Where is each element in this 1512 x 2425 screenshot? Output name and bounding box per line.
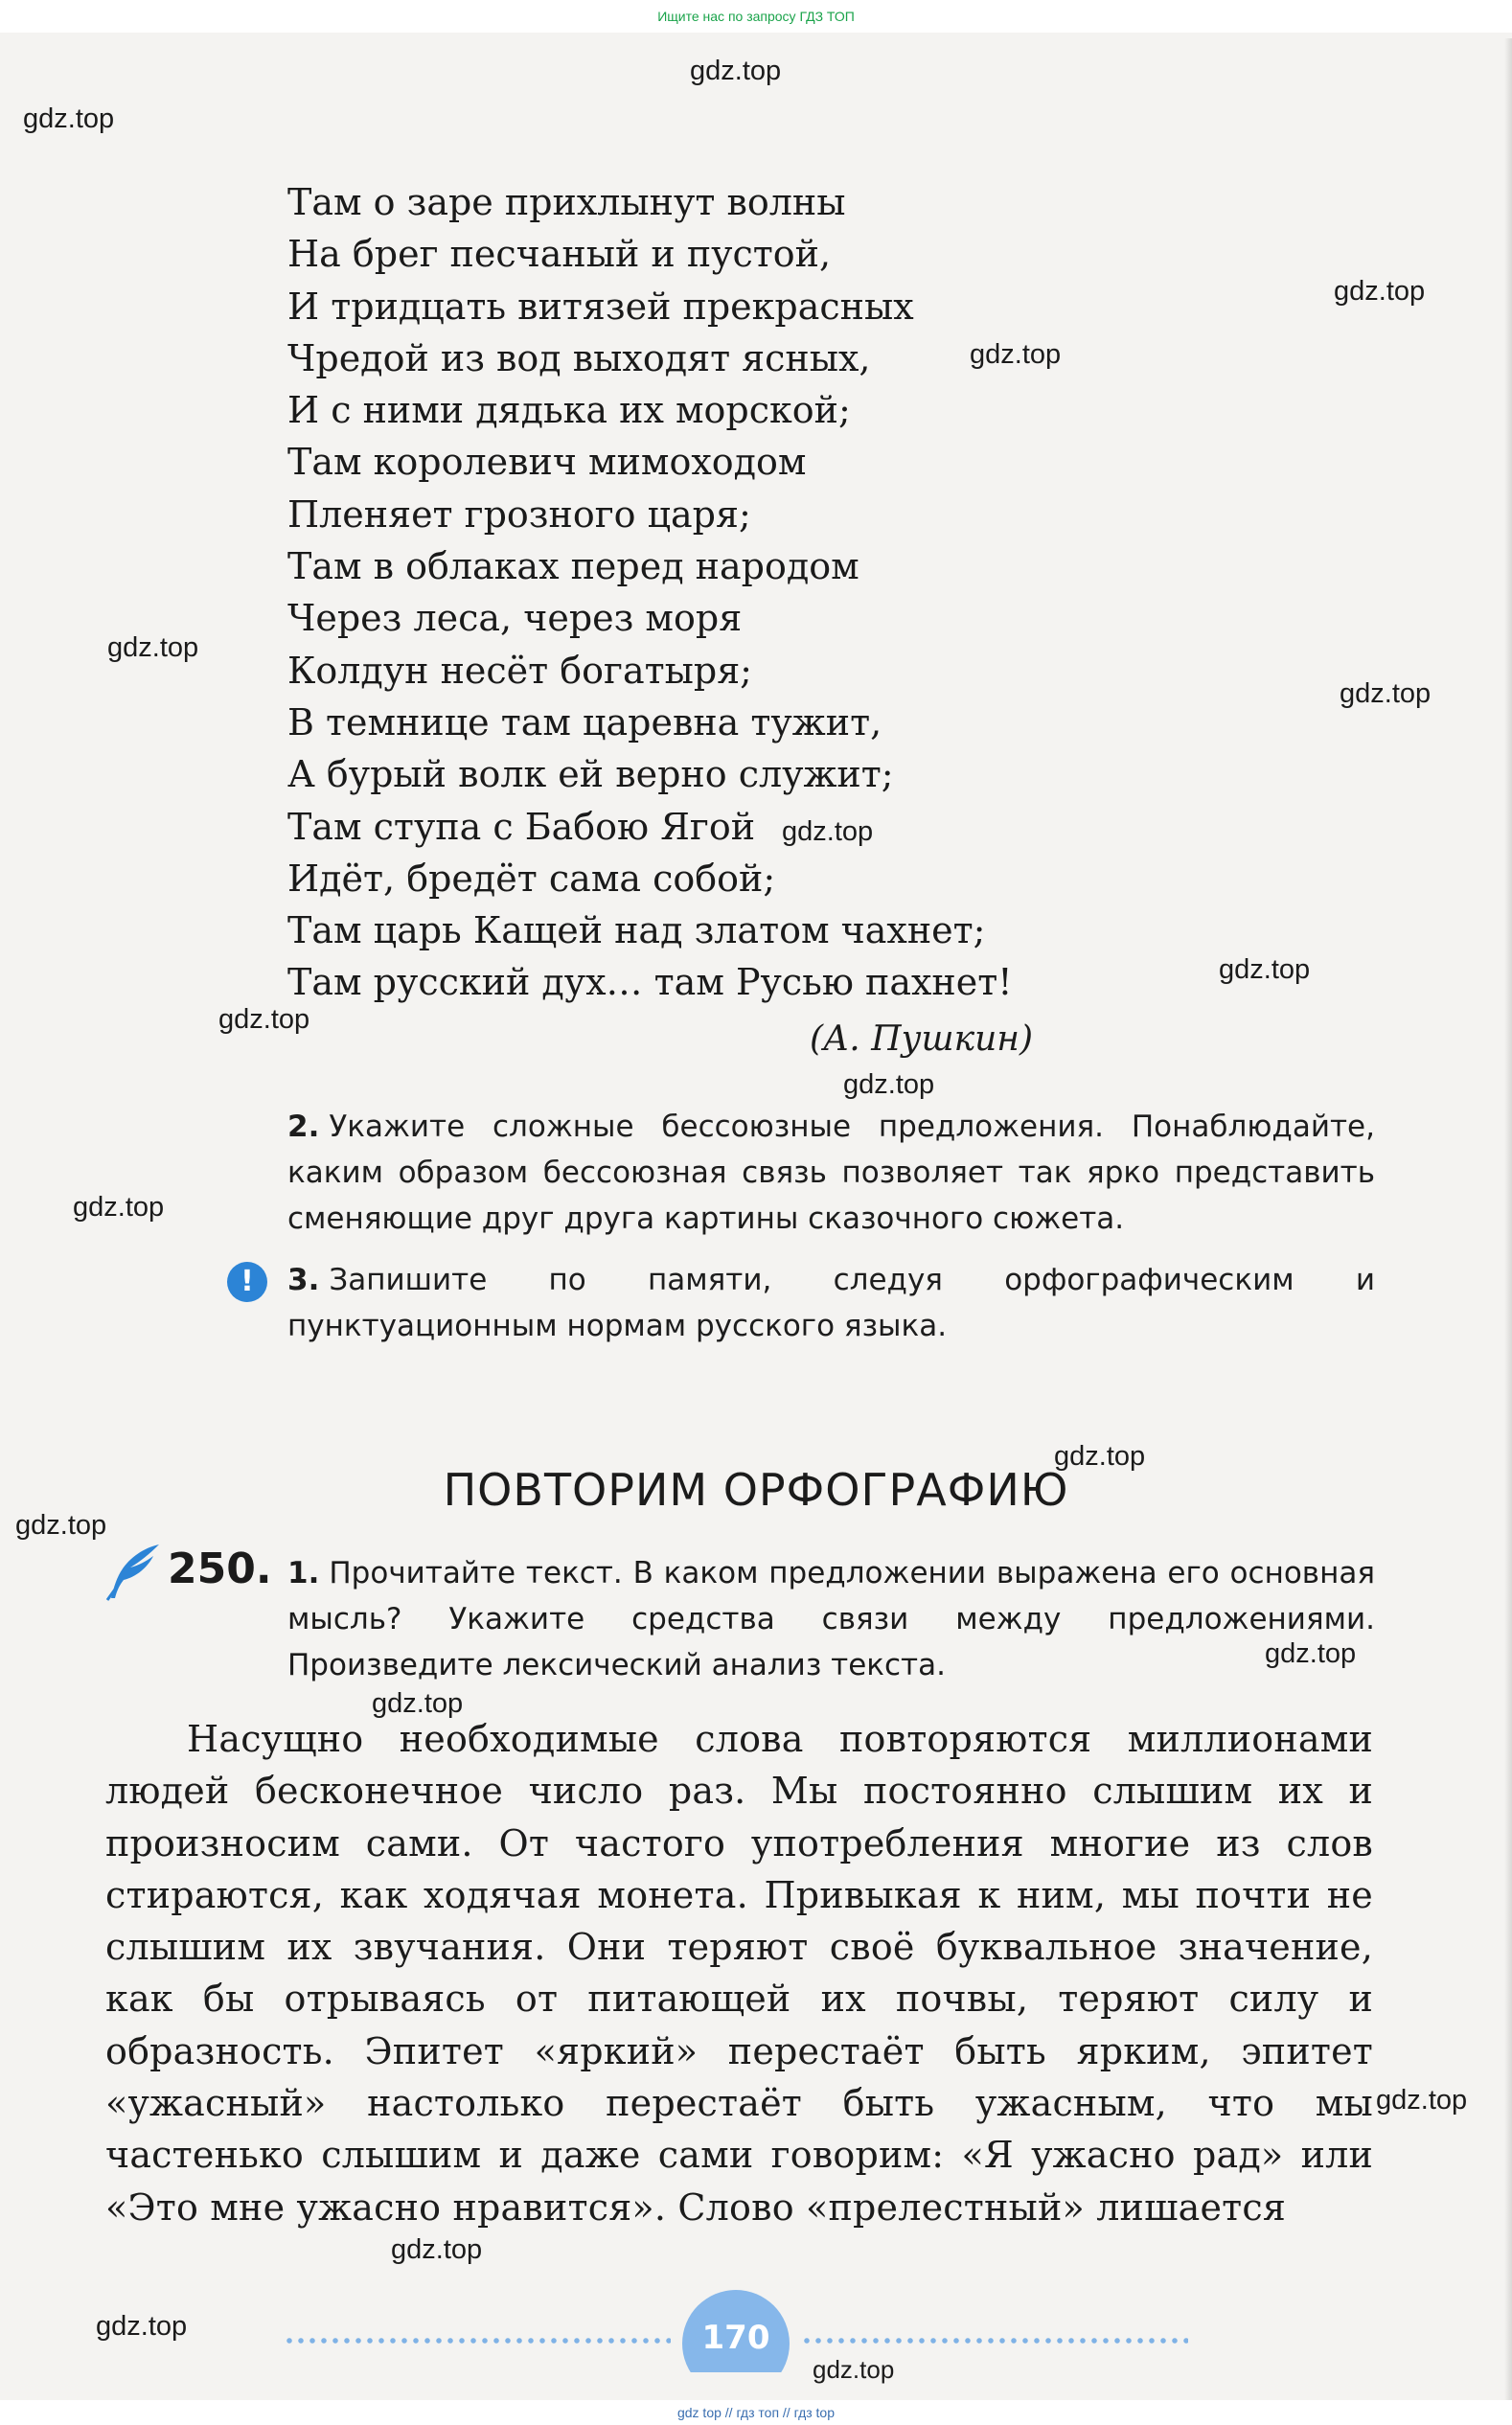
task-3 <box>287 1257 1375 1349</box>
watermark: gdz.top <box>23 103 115 134</box>
poem-line: Там в облаках перед народом <box>287 545 859 588</box>
watermark: gdz.top <box>1265 1638 1357 1669</box>
exercise-text: Насущно необходимые слова повторяются миллионами людей бесконечное число раз. Мы постоянно слышим их и произносим сами. От частого употребления многие из слов стираются, как ходячая монета. Привыкая к ним, мы почти не слышим их звучания. Они теряют своё буквальное значение, как бы отрываясь от питающей их почвы, теряют силу и образность. Эпитет «яркий» перестаёт быть ярким, эпитет «ужасный» настолько перестаёт быть ужасным, что мы частенько слышим и даже сами говорим: «Я ужасно рад» или «Это мне ужасно нравится». Слово «прелестный» лишается <box>105 1718 1373 2229</box>
task-number: 2. <box>287 1110 320 1144</box>
poem-line: В темнице там царевна тужит, <box>287 700 882 744</box>
footer-dotted-line-left <box>284 2338 671 2344</box>
watermark: gdz.top <box>813 2355 895 2384</box>
watermark: gdz.top <box>107 632 199 663</box>
poem-line: Идёт, бредёт сама собой; <box>287 857 776 900</box>
top-banner[interactable]: Ищите нас по запросу ГДЗ ТОП <box>0 0 1512 33</box>
poem-line: Там о заре прихлынут волны <box>287 181 846 223</box>
poem-line: Там русский дух… там Русью пахнет! <box>287 961 1013 1004</box>
watermark: gdz.top <box>391 2234 483 2265</box>
poem-line: На брег песчаный и пустой, <box>287 233 832 276</box>
poem <box>287 176 1265 1009</box>
watermark: gdz.top <box>15 1510 107 1541</box>
poem-author: (А. Пушкин) <box>810 1019 1034 1059</box>
watermark: gdz.top <box>96 2311 188 2342</box>
watermark: gdz.top <box>1334 276 1426 307</box>
poem-line: Там царь Кащей над златом чахнет; <box>287 909 986 952</box>
task-number: 3. <box>287 1263 320 1297</box>
watermark: gdz.top <box>73 1192 165 1223</box>
poem-line: Там королевич мимоходом <box>287 441 807 484</box>
page-number-badge: 170 <box>682 2290 790 2397</box>
watermark: gdz.top <box>970 339 1062 370</box>
page-edge-shadow <box>1504 38 1512 2405</box>
watermark: gdz.top <box>372 1688 464 1719</box>
task-text: Запишите по памяти, следуя орфографическим и пунктуационным нормам русского языка. <box>287 1263 1375 1343</box>
poem-line: Колдун несёт богатыря; <box>287 649 752 692</box>
task-2 <box>287 1104 1375 1242</box>
task-text: Укажите сложные бессоюзные предложения. Понаблюдайте, каким образом бессоюзная связь позволяет так ярко представить сменяющие друг друга картины сказочного сюжета. <box>287 1110 1375 1236</box>
attention-icon: ! <box>227 1262 267 1302</box>
watermark: gdz.top <box>1219 954 1311 985</box>
poem-line: Через леса, через моря <box>287 597 743 640</box>
poem-line: А бурый волк ей верно служит; <box>287 753 894 796</box>
page-badge-base <box>671 2372 805 2401</box>
exercise-number: 250. <box>168 1544 272 1593</box>
exercise-task <box>287 1550 1375 1688</box>
bottom-banner[interactable]: gdz top // гдз топ // гдз top <box>0 2400 1512 2425</box>
watermark: gdz.top <box>782 816 874 847</box>
poem-line: И тридцать витязей прекрасных <box>287 285 914 328</box>
watermark: gdz.top <box>690 56 782 86</box>
poem-line: Чредой из вод выходят ясных, <box>287 336 871 379</box>
footer-dotted-line-right <box>801 2338 1188 2344</box>
task-number: 1. <box>287 1556 320 1590</box>
poem-line: И с ними дядька их морской; <box>287 389 851 432</box>
watermark: gdz.top <box>1340 678 1432 709</box>
watermark: gdz.top <box>1376 2085 1468 2116</box>
quill-icon <box>103 1543 163 1602</box>
poem-line: Пленяет грозного царя; <box>287 492 751 536</box>
poem-line: Там ступа с Бабою Ягой <box>287 805 756 848</box>
watermark: gdz.top <box>218 1004 310 1035</box>
watermark: gdz.top <box>1054 1441 1146 1472</box>
section-heading: ПОВТОРИМ ОРФОГРАФИЮ <box>443 1464 1069 1516</box>
task-text: Прочитайте текст. В каком предложении выражена его основная мысль? Укажите средства связи между предложениями. Произведите лексический анализ текста. <box>287 1556 1375 1682</box>
watermark: gdz.top <box>843 1069 935 1100</box>
